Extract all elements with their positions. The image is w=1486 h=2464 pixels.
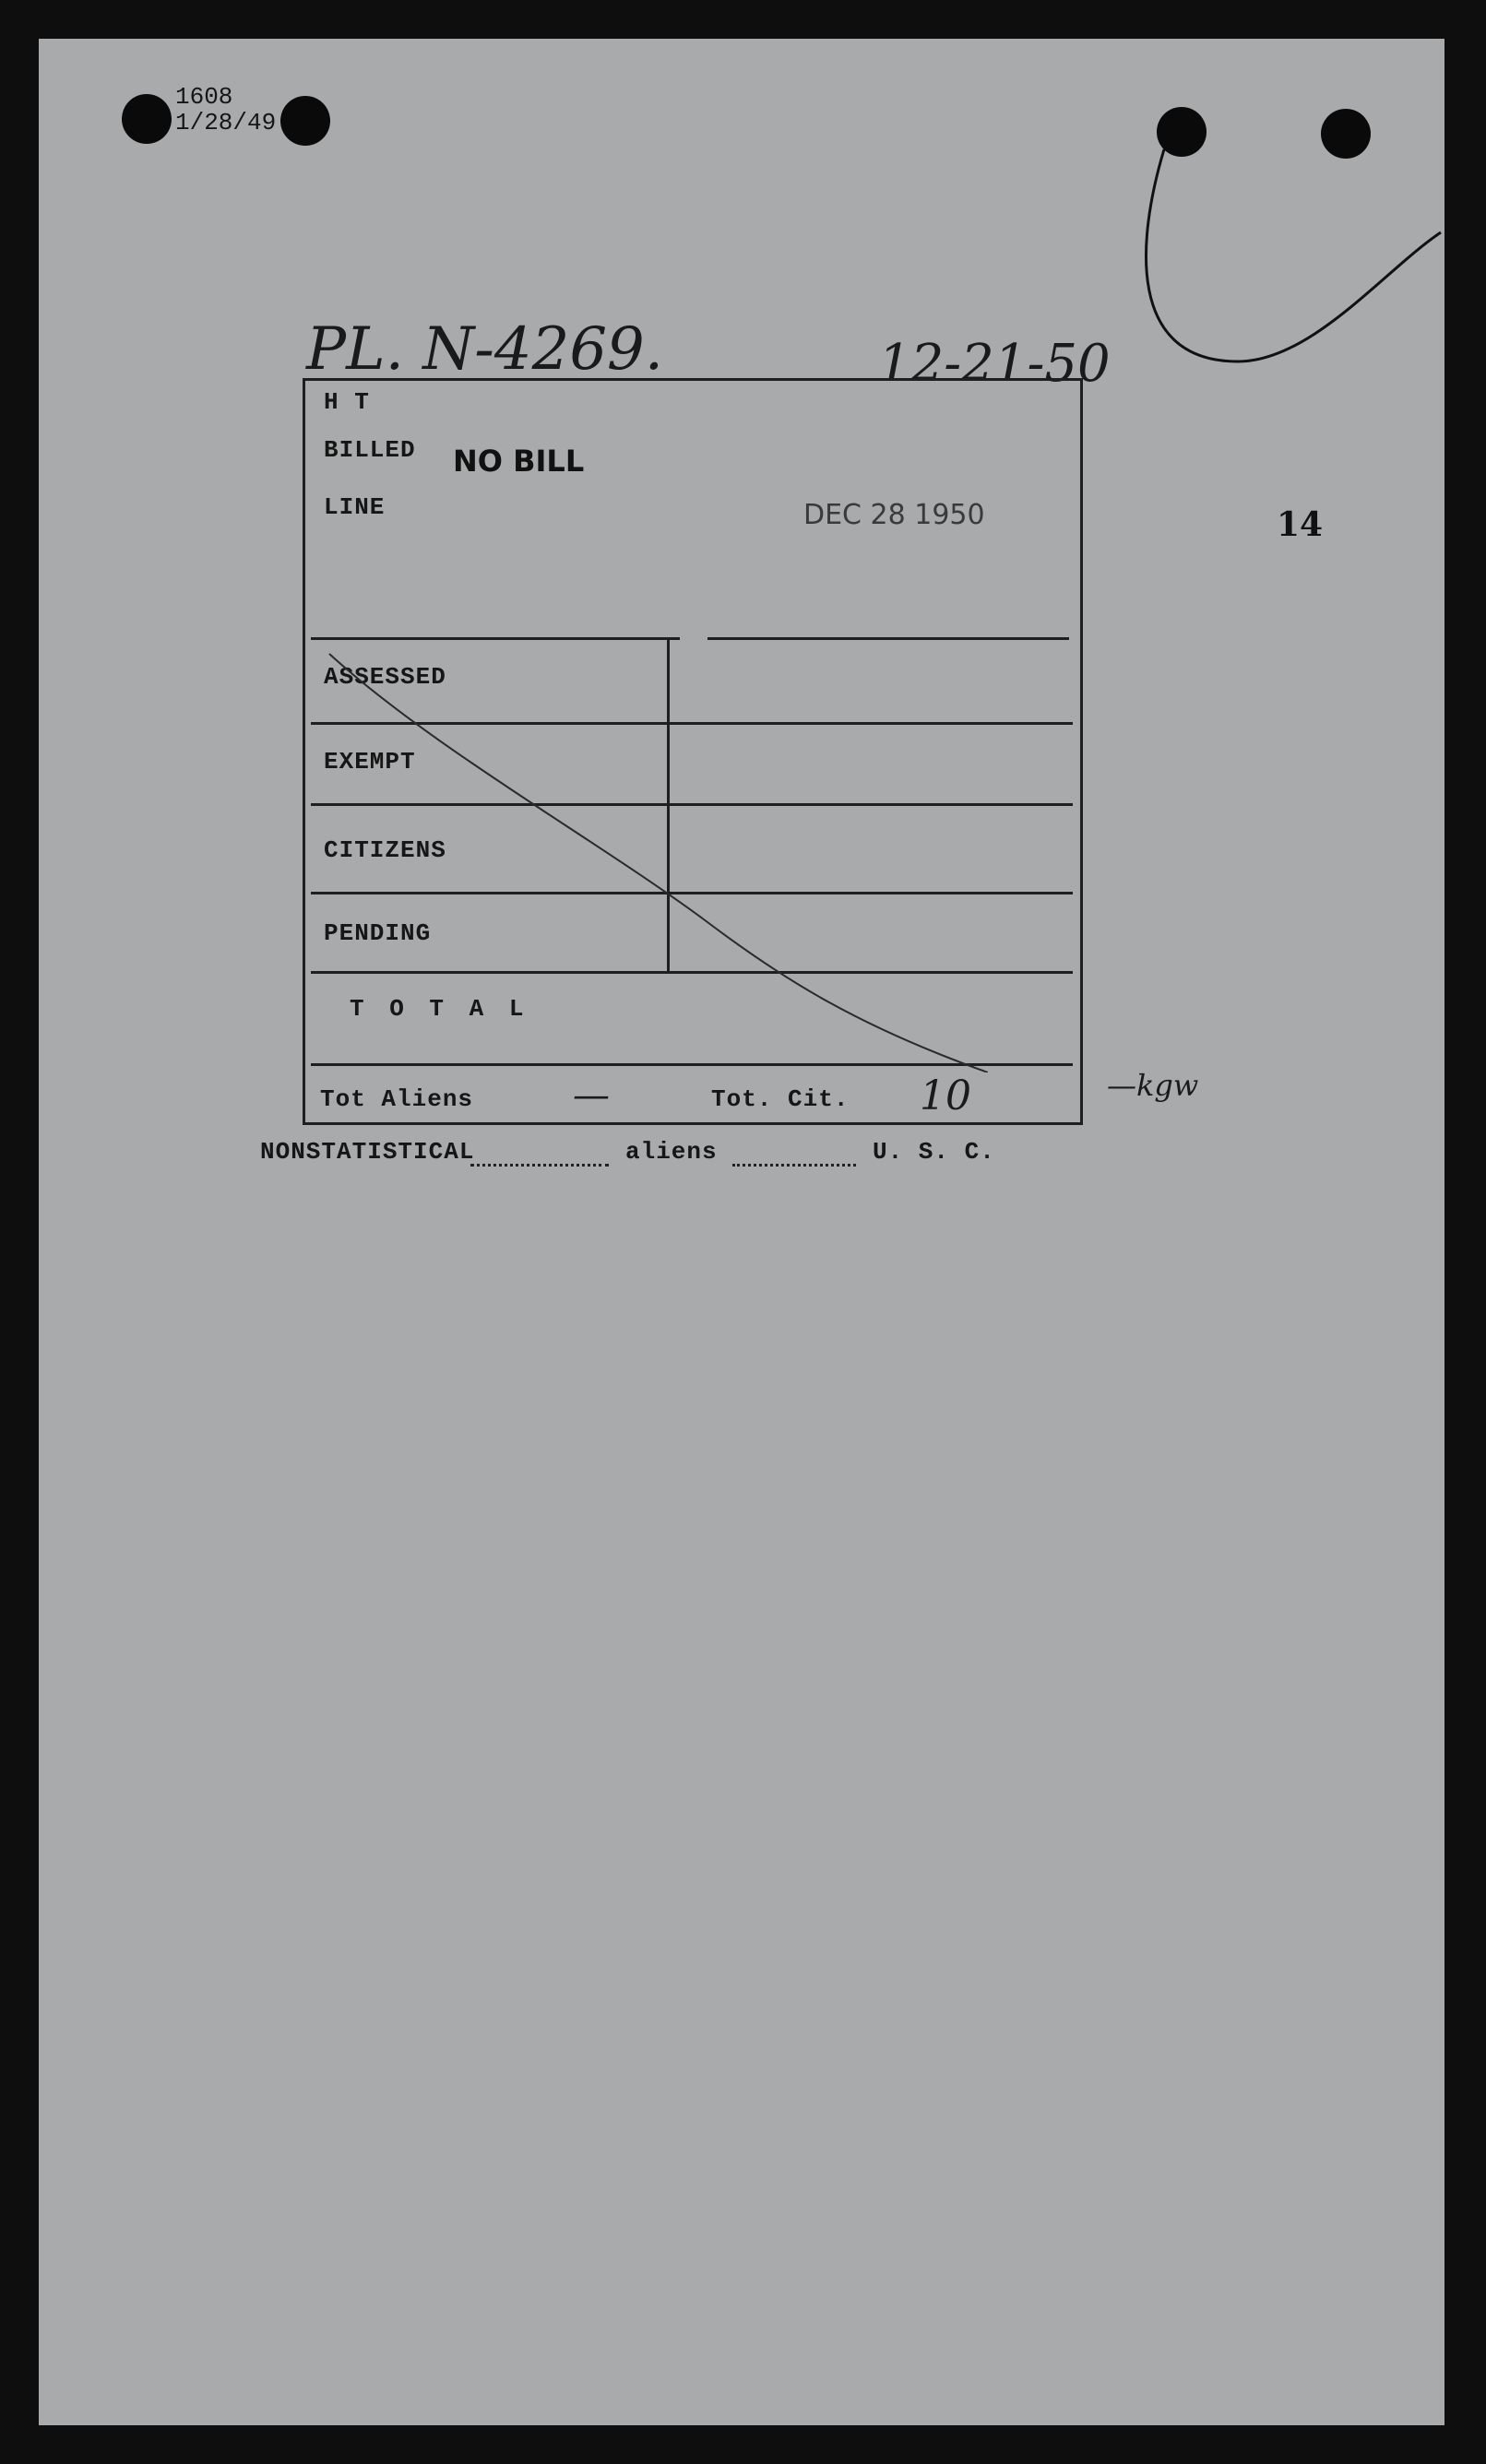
nonstatistical-label: NONSTATISTICAL (260, 1138, 475, 1166)
aliens-blank (732, 1164, 856, 1167)
category-citizens: CITIZENS (324, 836, 446, 864)
nonstatistical-blank (470, 1164, 609, 1167)
row-line-label: LINE (324, 493, 386, 521)
usc-label: U. S. C. (873, 1138, 995, 1166)
received-date-stamp: DEC 28 1950 (803, 499, 985, 531)
document-page (39, 39, 1444, 2425)
pen-loop-mark (1127, 131, 1444, 389)
tot-cit-value: 10 (920, 1072, 971, 1119)
row-billed-label: BILLED (324, 436, 416, 464)
handwritten-date: 12-21-50 (878, 334, 1111, 394)
rule-header-right (707, 637, 1069, 640)
diagonal-cancel-line (324, 648, 988, 1072)
total-label: T O T A L (350, 995, 529, 1023)
tot-aliens-value: — (573, 1074, 610, 1117)
tot-aliens-label: Tot Aliens (320, 1085, 474, 1113)
punch-hole-top-left-1 (122, 94, 172, 144)
category-pending: PENDING (324, 919, 432, 947)
punch-hole-top-left-2 (280, 96, 330, 146)
aliens-label: aliens (625, 1138, 718, 1166)
category-assessed: ASSESSED (324, 663, 446, 691)
plate-reference: PL. N-4269. (306, 315, 664, 384)
rule-header (311, 637, 680, 640)
initials: —kgw (1107, 1068, 1199, 1103)
form-box (303, 378, 1083, 1125)
no-bill-stamp: NO BILL (453, 444, 585, 479)
tot-cit-label: Tot. Cit. (711, 1085, 850, 1113)
category-exempt: EXEMPT (324, 748, 416, 776)
form-date: 1/28/49 (175, 109, 277, 136)
row-ht-label: H T (324, 388, 370, 416)
page-number: 14 (1277, 505, 1324, 544)
form-number: 1608 (175, 83, 233, 111)
